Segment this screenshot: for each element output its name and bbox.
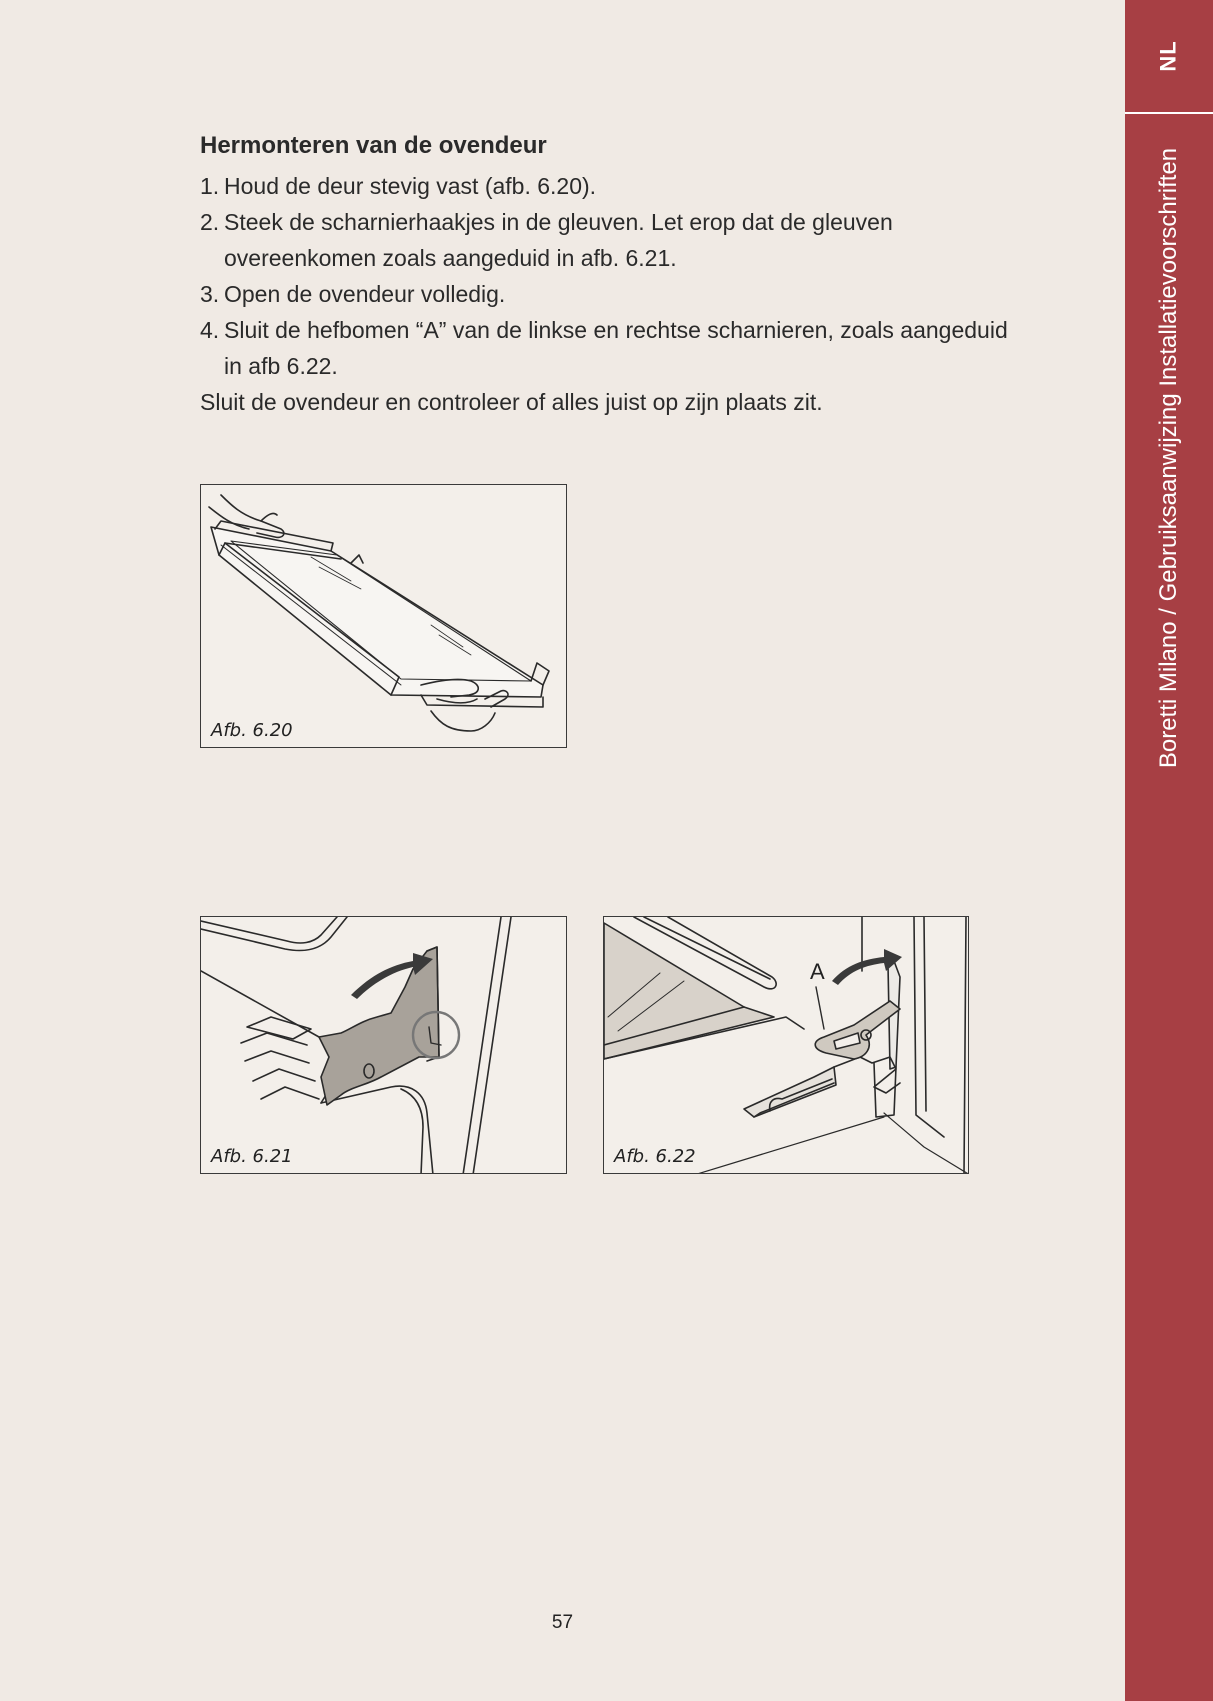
figure-lever-close — [603, 916, 969, 1174]
figure-hinge-insert — [200, 916, 567, 1174]
page-number: 57 — [551, 1612, 574, 1633]
steps-list — [200, 168, 1020, 384]
step-text: Steek de scharnierhaakjes in de gleuven. Let erop dat de gleuven overeenkomen zoals aangeduid in afb. 6.21. — [224, 209, 893, 271]
step-text: Houd de deur stevig vast (afb. 6.20). — [224, 173, 597, 199]
figure-caption: Afb. 6.20 — [211, 720, 293, 741]
step-item — [200, 276, 1020, 312]
main-content — [200, 128, 1020, 420]
step-item — [200, 312, 1020, 384]
section-heading: Hermonteren van de ovendeur — [200, 132, 547, 159]
hinge-insert-illustration — [201, 917, 567, 1174]
step-number: 1. — [200, 173, 220, 199]
figure-caption: Afb. 6.21 — [211, 1146, 293, 1167]
lever-label: A — [810, 959, 825, 984]
step-item — [200, 168, 1020, 204]
step-text: Open de ovendeur volledig. — [224, 281, 506, 307]
step-text: Sluit de hefbomen “A” van de linkse en rechtse scharnieren, zoals aangeduid in afb 6.22. — [224, 317, 1008, 379]
sidebar-title: Boretti Milano / Gebruiksaanwijzing Installatievoorschriften — [1155, 147, 1182, 769]
closing-text: Sluit de ovendeur en controleer of alles juist op zijn plaats zit. — [200, 389, 823, 415]
sidebar-band — [1125, 0, 1213, 1701]
language-label: NL — [1155, 40, 1181, 72]
step-number: 4. — [200, 317, 220, 343]
figure-caption: Afb. 6.22 — [614, 1146, 696, 1167]
figure-door-held — [200, 484, 567, 748]
step-number: 3. — [200, 281, 220, 307]
sidebar-divider — [1125, 112, 1213, 114]
sidebar-title-container — [1125, 130, 1213, 786]
language-tab — [1125, 0, 1213, 112]
step-item — [200, 204, 1020, 276]
step-number: 2. — [200, 209, 220, 235]
lever-close-illustration — [604, 917, 969, 1174]
door-held-illustration — [201, 485, 567, 748]
